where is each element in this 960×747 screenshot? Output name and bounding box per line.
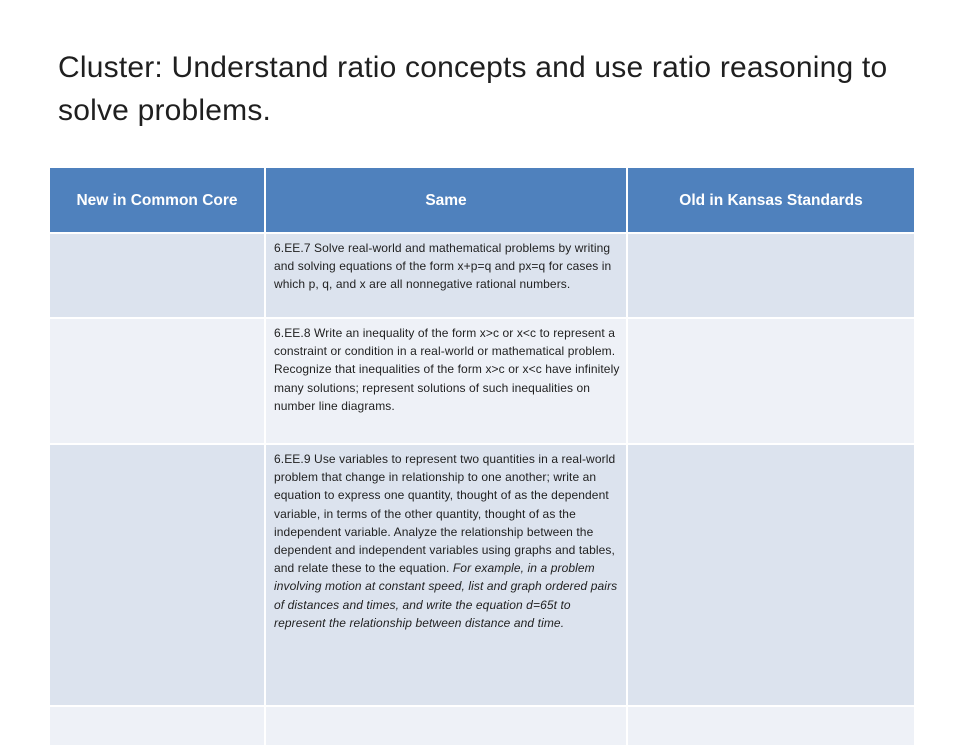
cell-same <box>265 233 627 318</box>
cell-same <box>265 444 627 706</box>
table-row <box>49 233 915 318</box>
table-header-row <box>49 168 915 233</box>
cell-old <box>627 318 915 444</box>
standard-6ee8-text: 6.EE.8 Write an inequality of the form x>c or x<c to represent a constraint or condition in a real-world or mathematical problem. Recognize that inequalities of the form x>c or x<c have infinitely many solutions; represent solutions of such inequalities on number line diagrams. <box>274 326 620 413</box>
header-new-in-common-core: New in Common Core <box>49 168 265 233</box>
header-old-in-kansas-standards: Old in Kansas Standards <box>627 168 915 233</box>
cell-new <box>49 233 265 318</box>
cell-same <box>265 706 627 746</box>
standard-6ee7-text: 6.EE.7 Solve real-world and mathematical problems by writing and solving equations of the form x+p=q and px=q for cases in which p, q, and x are all nonnegative rational numbers. <box>274 241 612 292</box>
slide-title: Cluster: Understand ratio concepts and use ratio reasoning to solve problems. <box>58 51 888 127</box>
cell-old <box>627 233 915 318</box>
cell-new <box>49 318 265 444</box>
cell-old <box>627 706 915 746</box>
standards-table <box>48 168 916 747</box>
cell-new <box>49 444 265 706</box>
standard-6ee9-body: 6.EE.9 Use variables to represent two quantities in a real-world problem that change in relationship to one another; write an equation to express one quantity, thought of as the dependent variable, in terms of the other quantity, thought of as the independent variable. Analyze the relationship between the dependent and independent variables using graphs and tables, and relate these to the equation. <box>274 452 616 576</box>
table-row <box>49 444 915 706</box>
cell-new <box>49 706 265 746</box>
header-same: Same <box>265 168 627 233</box>
standard-6ee9-text <box>266 445 626 638</box>
cell-same <box>265 318 627 444</box>
table-row <box>49 318 915 444</box>
cell-old <box>627 444 915 706</box>
standard-6ee9-example: For example, in a problem involving motion at constant speed, list and graph ordered pairs of distances and times, and write the equation d=65t to represent the relationship between distance and time. <box>274 561 618 630</box>
table-row <box>49 706 915 746</box>
